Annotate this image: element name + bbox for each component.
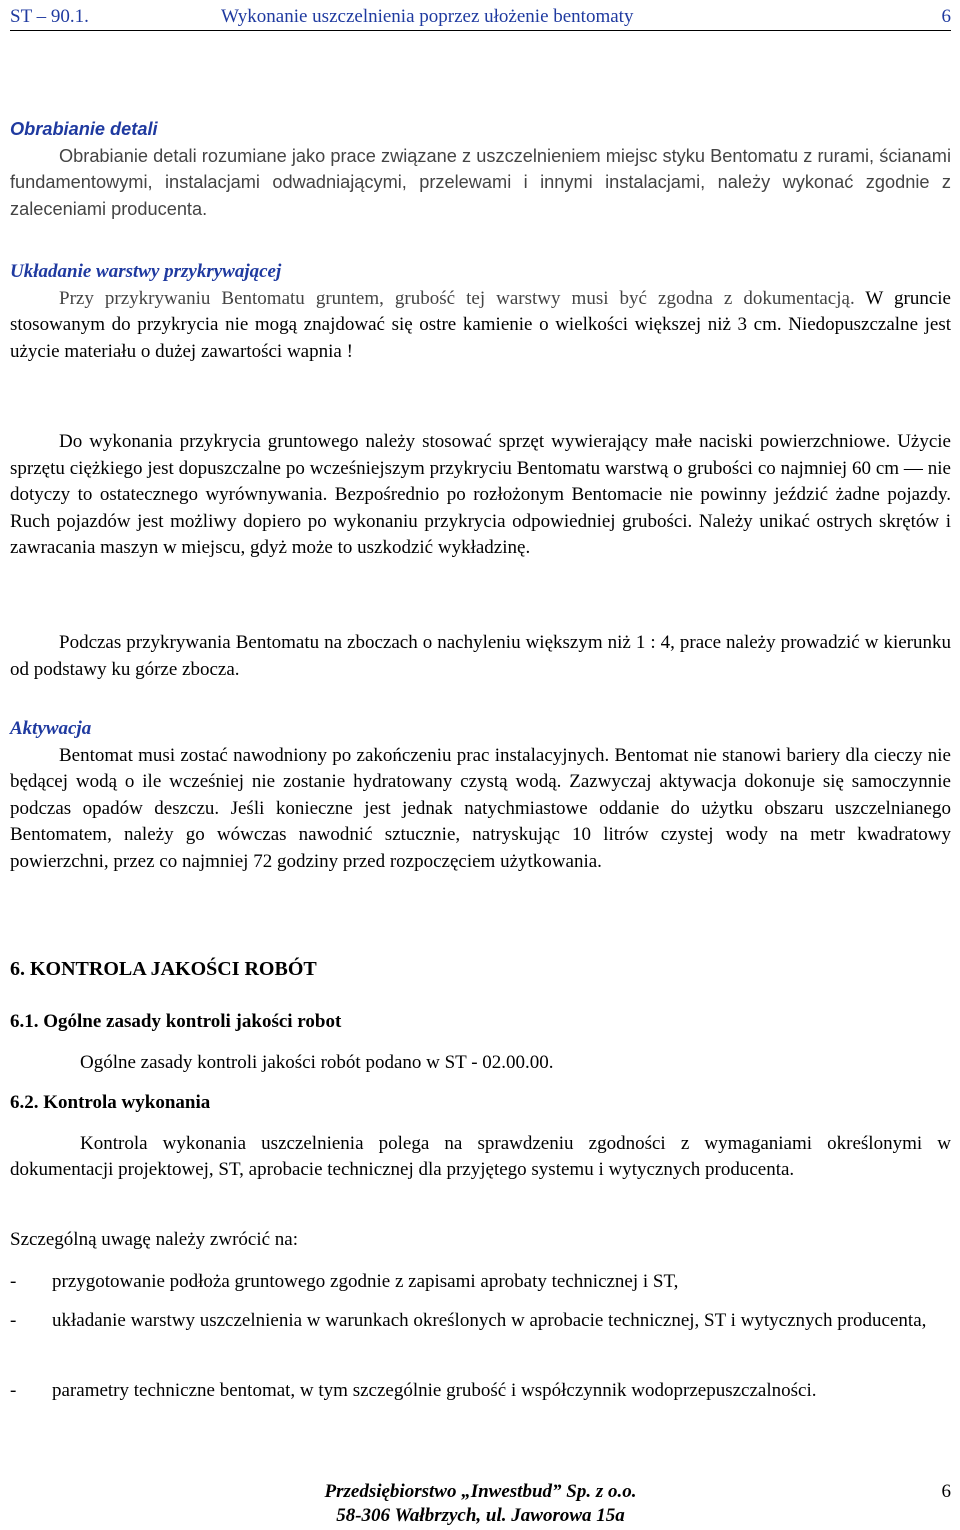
ukladanie-paragraph-2-block xyxy=(10,429,951,562)
list-item xyxy=(10,1269,951,1296)
attention-line: Szczególną uwagę należy zwrócić na: xyxy=(10,1229,299,1250)
list-item xyxy=(10,1308,951,1335)
list-dash: - xyxy=(10,1380,17,1401)
aktywacja-text: Bentomat musi zostać nawodniony po zakończeniu prac instalacyjnych. Bentomat nie stanowi bariery dla cieczy nie będącej wodą o ile wcześniej nie zostanie hydratowany czystą wodą. Zazwyczaj aktywacja dokonuje się samoczynnie podczas opadów deszczu. Jeśli konieczne jest jednak natychmiastowe oddanie do użytku obszaru uszczelnianego Bentomatem, należy go wówczas nawodnić sztucznie, natryskując 10 litrów czystej wody na metr kwadratowy powierzchni, przez co najmniej 72 godziny przed rozpoczęciem użytkowania. xyxy=(10,744,951,872)
footer-address: 58-306 Wałbrzych, ul. Jaworowa 15a xyxy=(336,1505,625,1526)
section-6-1-heading: 6.1. Ogólne zasady kontroli jakości robot xyxy=(10,1011,342,1032)
header-spec-code: ST – 90.1. xyxy=(10,6,89,27)
ukladanie-paragraph-3: Podczas przykrywania Bentomatu na zboczach o nachyleniu większym niż 1 : 4, prace należy prowadzić w kierunku od podstawy ku górze zbocza. xyxy=(10,632,951,680)
ukladanie-p1-first: Przy przykrywaniu Bentomatu gruntem, grubość tej warstwy musi być zgodna z dokumentacją. xyxy=(59,287,855,309)
section-6-1 xyxy=(10,1009,951,1076)
ukladanie-p1-rest: W gruncie stosowanym do przykrycia nie mogą znajdować się ostre kamienie o wielkości większej niż 3 cm. Niedopuszczalne jest użycie materiału o dużej zawartości wapnia ! xyxy=(10,287,951,362)
footer-company: Przedsiębiorstwo „Inwestbud” Sp. z o.o. xyxy=(324,1481,637,1502)
list-item xyxy=(10,1378,951,1405)
section-6-1-text: Ogólne zasady kontroli jakości robót podano w ST - 02.00.00. xyxy=(80,1051,554,1073)
section-6-2-text: Kontrola wykonania uszczelnienia polega na sprawdzeniu zgodności z wymaganiami określonymi w dokumentacji projektowej, ST, aprobacie technicznej dla przyjętego systemu i wytycznych producenta. xyxy=(10,1132,951,1180)
list-item-text: przygotowanie podłoża gruntowego zgodnie z zapisami aprobaty technicznej i ST, xyxy=(52,1271,679,1292)
ukladanie-paragraph-3-block xyxy=(10,630,951,683)
aktywacja-heading: Aktywacja xyxy=(10,718,92,739)
header-title: Wykonanie uszczelnienia poprzez ułożenie bentomaty xyxy=(221,6,634,27)
ukladanie-heading: Układanie warstwy przykrywającej xyxy=(10,261,282,282)
ukladanie-paragraph-1 xyxy=(10,286,951,366)
list-item-text: układanie warstwy uszczelnienia w warunkach określonych w aprobacie technicznej, ST i wytycznych producenta, xyxy=(52,1310,927,1331)
list-dash: - xyxy=(10,1310,17,1331)
obrabianie-text: Obrabianie detali rozumiane jako prace związane z uszczelnieniem miejsc styku Bentomatu z rurami, ścianami fundamentowymi, instalacjami odwadniającymi, przelewami i innymi instalacjami, należy wykonać zgodnie z zaleceniami producenta. xyxy=(10,145,951,219)
section-6-2-heading: 6.2. Kontrola wykonania xyxy=(10,1092,211,1113)
section-6-2 xyxy=(10,1090,951,1184)
section-aktywacja xyxy=(10,716,951,875)
list-item-text: parametry techniczne bentomat, w tym szczególnie grubość i współczynnik wodoprzepuszczalności. xyxy=(52,1380,817,1401)
obrabianie-heading: Obrabianie detali xyxy=(10,119,158,139)
section-6-heading: 6. KONTROLA JAKOŚCI ROBÓT xyxy=(10,958,317,980)
header-page-number: 6 xyxy=(941,6,951,27)
section-ukladanie xyxy=(10,259,951,365)
section-obrabianie xyxy=(10,116,951,222)
footer-page-number: 6 xyxy=(941,1481,951,1502)
list-dash: - xyxy=(10,1271,17,1292)
ukladanie-paragraph-2: Do wykonania przykrycia gruntowego należy stosować sprzęt wywierający małe naciski powierzchniowe. Użycie sprzętu ciężkiego jest dopuszczalne po wcześniejszym przykryciu Bentomatu warstwą o grubości co najmniej 60 cm — nie dotyczy to ostatecznego wyrównywania. Bezpośrednio po rozłożonym Bentomacie nie powinny jeździć żadne pojazdy. Ruch pojazdów jest możliwy dopiero po wykonaniu przykrycia odpowiedniej grubości. Należy unikać ostrych skrętów i zawracania maszyn w miejscu, gdyż może to uszkodzić wykładzinę. xyxy=(10,431,951,558)
page-header xyxy=(10,4,951,31)
